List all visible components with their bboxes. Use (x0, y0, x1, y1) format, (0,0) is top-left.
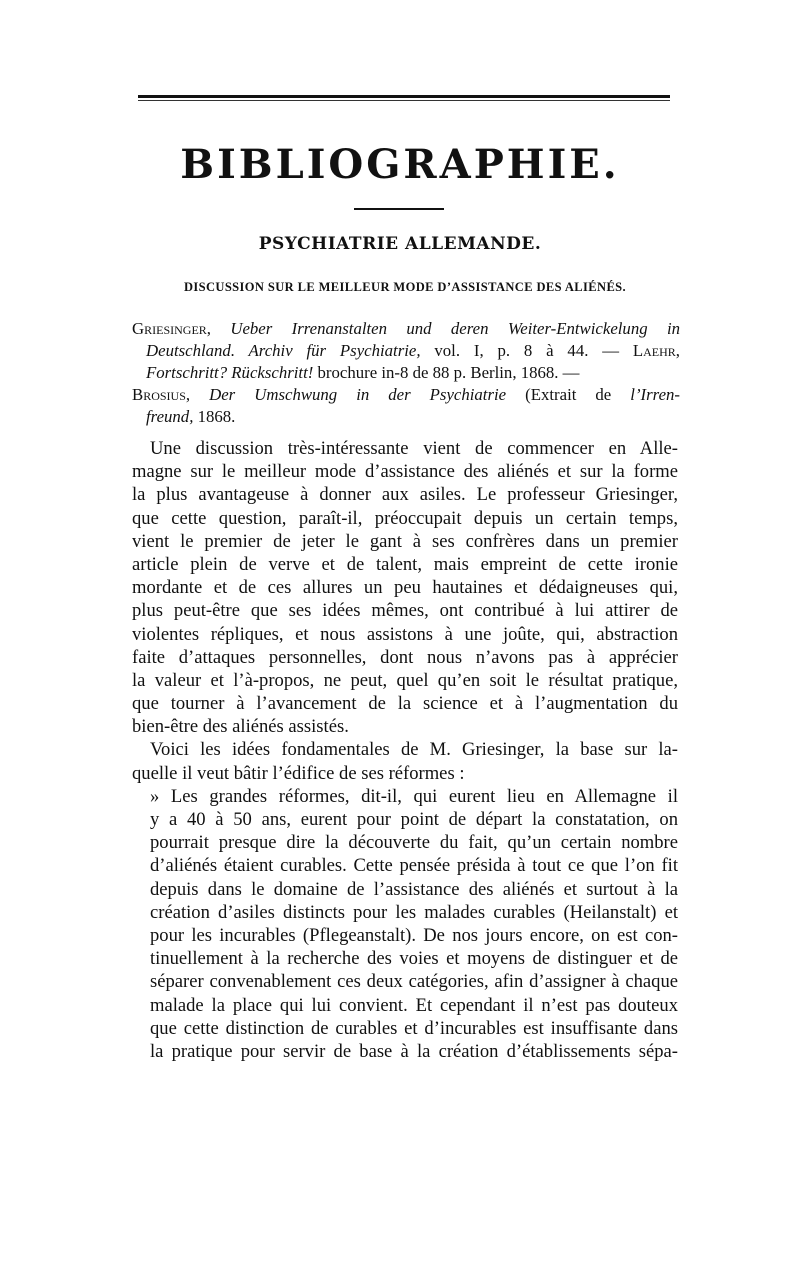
quote-line: » Les grandes réformes, dit-il, qui eurent lieu en Allemagne il (150, 785, 678, 807)
quote-line: la pratique pour servir de base à la création d’établissements sépa- (150, 1040, 678, 1062)
top-rule-thin (138, 100, 670, 101)
bib-title: Ueber Irrenanstalten und deren Weiter-Entwickelung in (230, 319, 680, 338)
bib-title: Deutschland. Archiv für Psychiatrie, (146, 341, 421, 360)
text-line: que tourner à l’avancement de la science et à l’augmentation du (132, 693, 678, 715)
text-line: article plein de verve et de talent, mais empreint de cette ironie (132, 553, 678, 575)
quote-line: d’aliénés étaient curables. Cette pensée présida à tout ce que l’on fit (150, 855, 678, 877)
quote-line: tinuellement à la recherche des voies et moyens de distinguer et de (150, 948, 678, 970)
text-line: la valeur et l’à-propos, ne peut, quel qu’en soit le résultat pratique, (132, 669, 678, 691)
body-text (132, 437, 678, 1063)
quote-line: malade la place qui lui convient. Et cependant il n’est pas douteux (150, 994, 678, 1016)
page-title: BIBLIOGRAPHIE. (180, 141, 620, 188)
top-rule (138, 95, 670, 98)
bib-details: vol. I, p. 8 à 44. — (434, 341, 620, 360)
bib-details: (Extrait de (525, 385, 612, 404)
bib-author: Laehr, (632, 341, 680, 360)
bib-line-3 (132, 362, 680, 384)
text-line: magne sur le meilleur mode d’assistance des aliénés et sur la forme (132, 461, 678, 483)
bib-details: brochure in-8 de 88 p. Berlin, 1868. — (317, 363, 580, 382)
bib-title: freund, (146, 407, 194, 426)
text-line: mordante et de ces allures un peu hautaines et dédaigneuses qui, (132, 577, 678, 599)
bib-author: Brosius, (132, 385, 191, 404)
text-line: quelle il veut bâtir l’édifice de ses réformes : (132, 762, 465, 784)
bib-title: l’Irren- (630, 385, 681, 404)
title-divider (354, 208, 444, 210)
quote-line: depuis dans le domaine de l’assistance des aliénés et surtout à la (150, 878, 678, 900)
quote-line: création d’asiles distincts pour les malades curables (Heilanstalt) et (150, 901, 678, 923)
text-line: que cette question, paraît-il, préoccupait depuis un certain temps, (132, 507, 678, 529)
text-line: vient le premier de jeter le gant à ses confrères dans un premier (132, 530, 678, 552)
bib-line-5 (132, 406, 680, 428)
text-line: Une discussion très-intéressante vient de commencer en Alle- (150, 438, 678, 459)
bibliography-block (132, 318, 680, 428)
quote-line: séparer convenablement ces deux catégories, afin d’assigner à chaque (150, 971, 678, 993)
text-line: la plus avantageuse à donner aux asiles. Le professeur Griesinger, (132, 484, 678, 506)
text-line: faite d’attaques personnelles, dont nous n’avons pas à apprécier (132, 646, 678, 668)
bib-line-4 (132, 384, 680, 406)
text-line: Voici les idées fondamentales de M. Griesinger, la base sur la- (150, 739, 678, 761)
quote-line: pour les incurables (Pflegeanstalt). De nos jours encore, on est con- (150, 924, 678, 946)
quote-line: y a 40 à 50 ans, eurent pour point de départ la constatation, on (150, 809, 678, 830)
bib-title: Der Umschwung in der Psychiatrie (209, 385, 507, 404)
text-line: bien-être des aliénés assistés. (132, 716, 349, 738)
bib-title: Fortschritt? Rückschritt! (146, 363, 314, 382)
bib-author: Griesinger, (132, 319, 211, 338)
text-line: plus peut-être que ses idées mêmes, ont contribué à lui attirer de (132, 600, 678, 622)
section-title: PSYCHIATRIE ALLEMANDE. (258, 234, 542, 254)
quote-line: pourrait presque dire la découverte du fait, qu’un certain nombre (150, 832, 678, 854)
bib-details: 1868. (197, 407, 236, 426)
subsection-title: DISCUSSION SUR LE MEILLEUR MODE D’ASSISTANCE DES ALIÉNÉS. (183, 280, 627, 294)
bib-line-1 (132, 318, 680, 340)
quote-line: que cette distinction de curables et d’incurables est insuffisante dans (150, 1017, 678, 1039)
bib-line-2 (132, 340, 680, 362)
text-line: violentes répliques, et nous assistons à une joûte, qui, abstraction (132, 623, 678, 645)
